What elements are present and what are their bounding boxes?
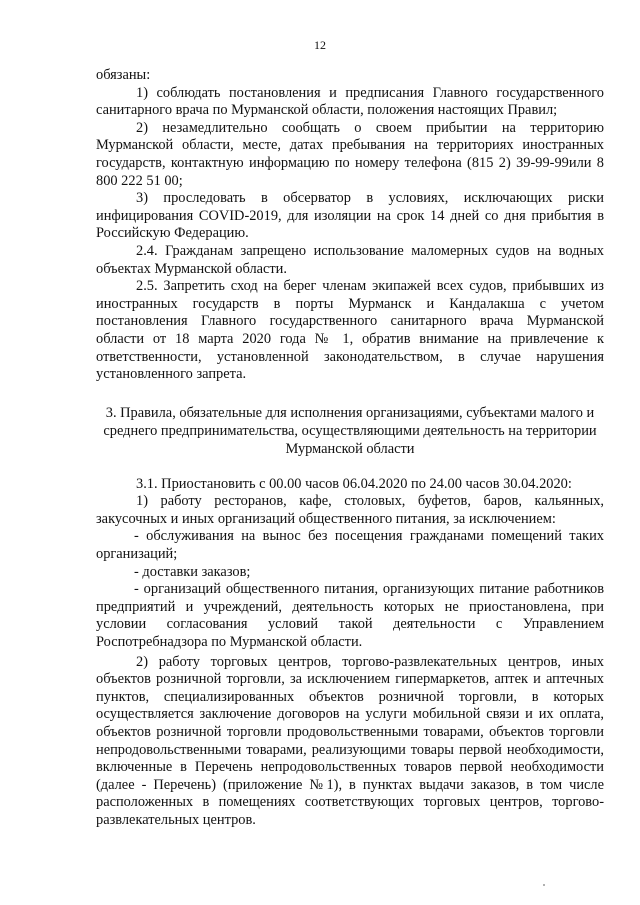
paragraph-3-1: 3.1. Приостановить с 00.00 часов 06.04.2020 по 24.00 часов 30.04.2020: (136, 475, 572, 492)
scan-mark (543, 884, 545, 886)
paragraph-3-1-item-2: 2) работу торговых центров, торгово-развлекательных центров, иных объектов розничной торговли, за исключением гипермаркетов, аптек и аптечных пунктов, специализированных объектов розничной торговли, в которых осуществляется заключение договоров на услуги мобильной связи и их оплата, объектов розничной торговли продовольственными товарами, объектов торговли непродовольственными товарами, реализующими товары первой необходимости, включенные в Перечень непродовольственных товаров первой необходимости (далее - Перечень) (приложение №1), в пунктах выдачи заказов, в том числе расположенных в помещениях соответствующих торговых центров, торгово-развлекательных центров. (96, 653, 604, 828)
paragraph-item-3: 3) проследовать в обсерватор в условиях, исключающих риски инфицирования COVID-2019, для изоляции на срок 14 дней со дня прибытия в Российскую Федерацию. (96, 190, 604, 242)
page-number: 12 (314, 38, 326, 52)
paragraph-item-2: 2) незамедлительно сообщать о своем прибытии на территорию Мурманской области, месте, датах пребывания на территориях иностранных государств, контактную информацию по номеру телефона (815 2) 39-99-99или 8 800 222 51 00; (96, 119, 604, 189)
paragraph-item-1: 1) соблюдать постановления и предписания Главного государственного санитарного врача по Мурманской области, положения настоящих Правил; (96, 84, 604, 119)
paragraph-exception-delivery: - доставки заказов; (134, 563, 251, 580)
section-heading-3: 3. Правила, обязательные для исполнения организациями, субъектами малого и среднего предпринимательства, осуществляющими деятельность на территории Мурманской области (103, 404, 597, 457)
paragraph-2-5: 2.5. Запретить сход на берег членам экипажей всех судов, прибывших из иностранных государств в порты Мурманск и Кандалакша с учетом постановления Главного государственного санитарного врача Мурманской области от 18 марта 2020 года № 1, обратив внимание на привлечение к ответственности, установленной законодательством, в случае нарушения установленного запрета. (96, 278, 604, 383)
paragraph-obligations-intro: обязаны: (96, 67, 151, 83)
document-body (96, 67, 604, 830)
paragraph-exception-catering: - организаций общественного питания, организующих питание работников предприятий и учреждений, деятельность которых не приостановлена, при условии согласования условий такой деятельности с Управлением Роспотребнадзора по Мурманской области. (96, 581, 604, 651)
paragraph-2-4: 2.4. Гражданам запрещено использование маломерных судов на водных объектах Мурманской области. (96, 242, 604, 277)
paragraph-exception-takeaway: - обслуживания на вынос без посещения гражданами помещений таких организаций; (96, 528, 604, 563)
paragraph-3-1-item-1: 1) работу ресторанов, кафе, столовых, буфетов, баров, кальянных, закусочных и иных организаций общественного питания, за исключением: (96, 493, 604, 527)
